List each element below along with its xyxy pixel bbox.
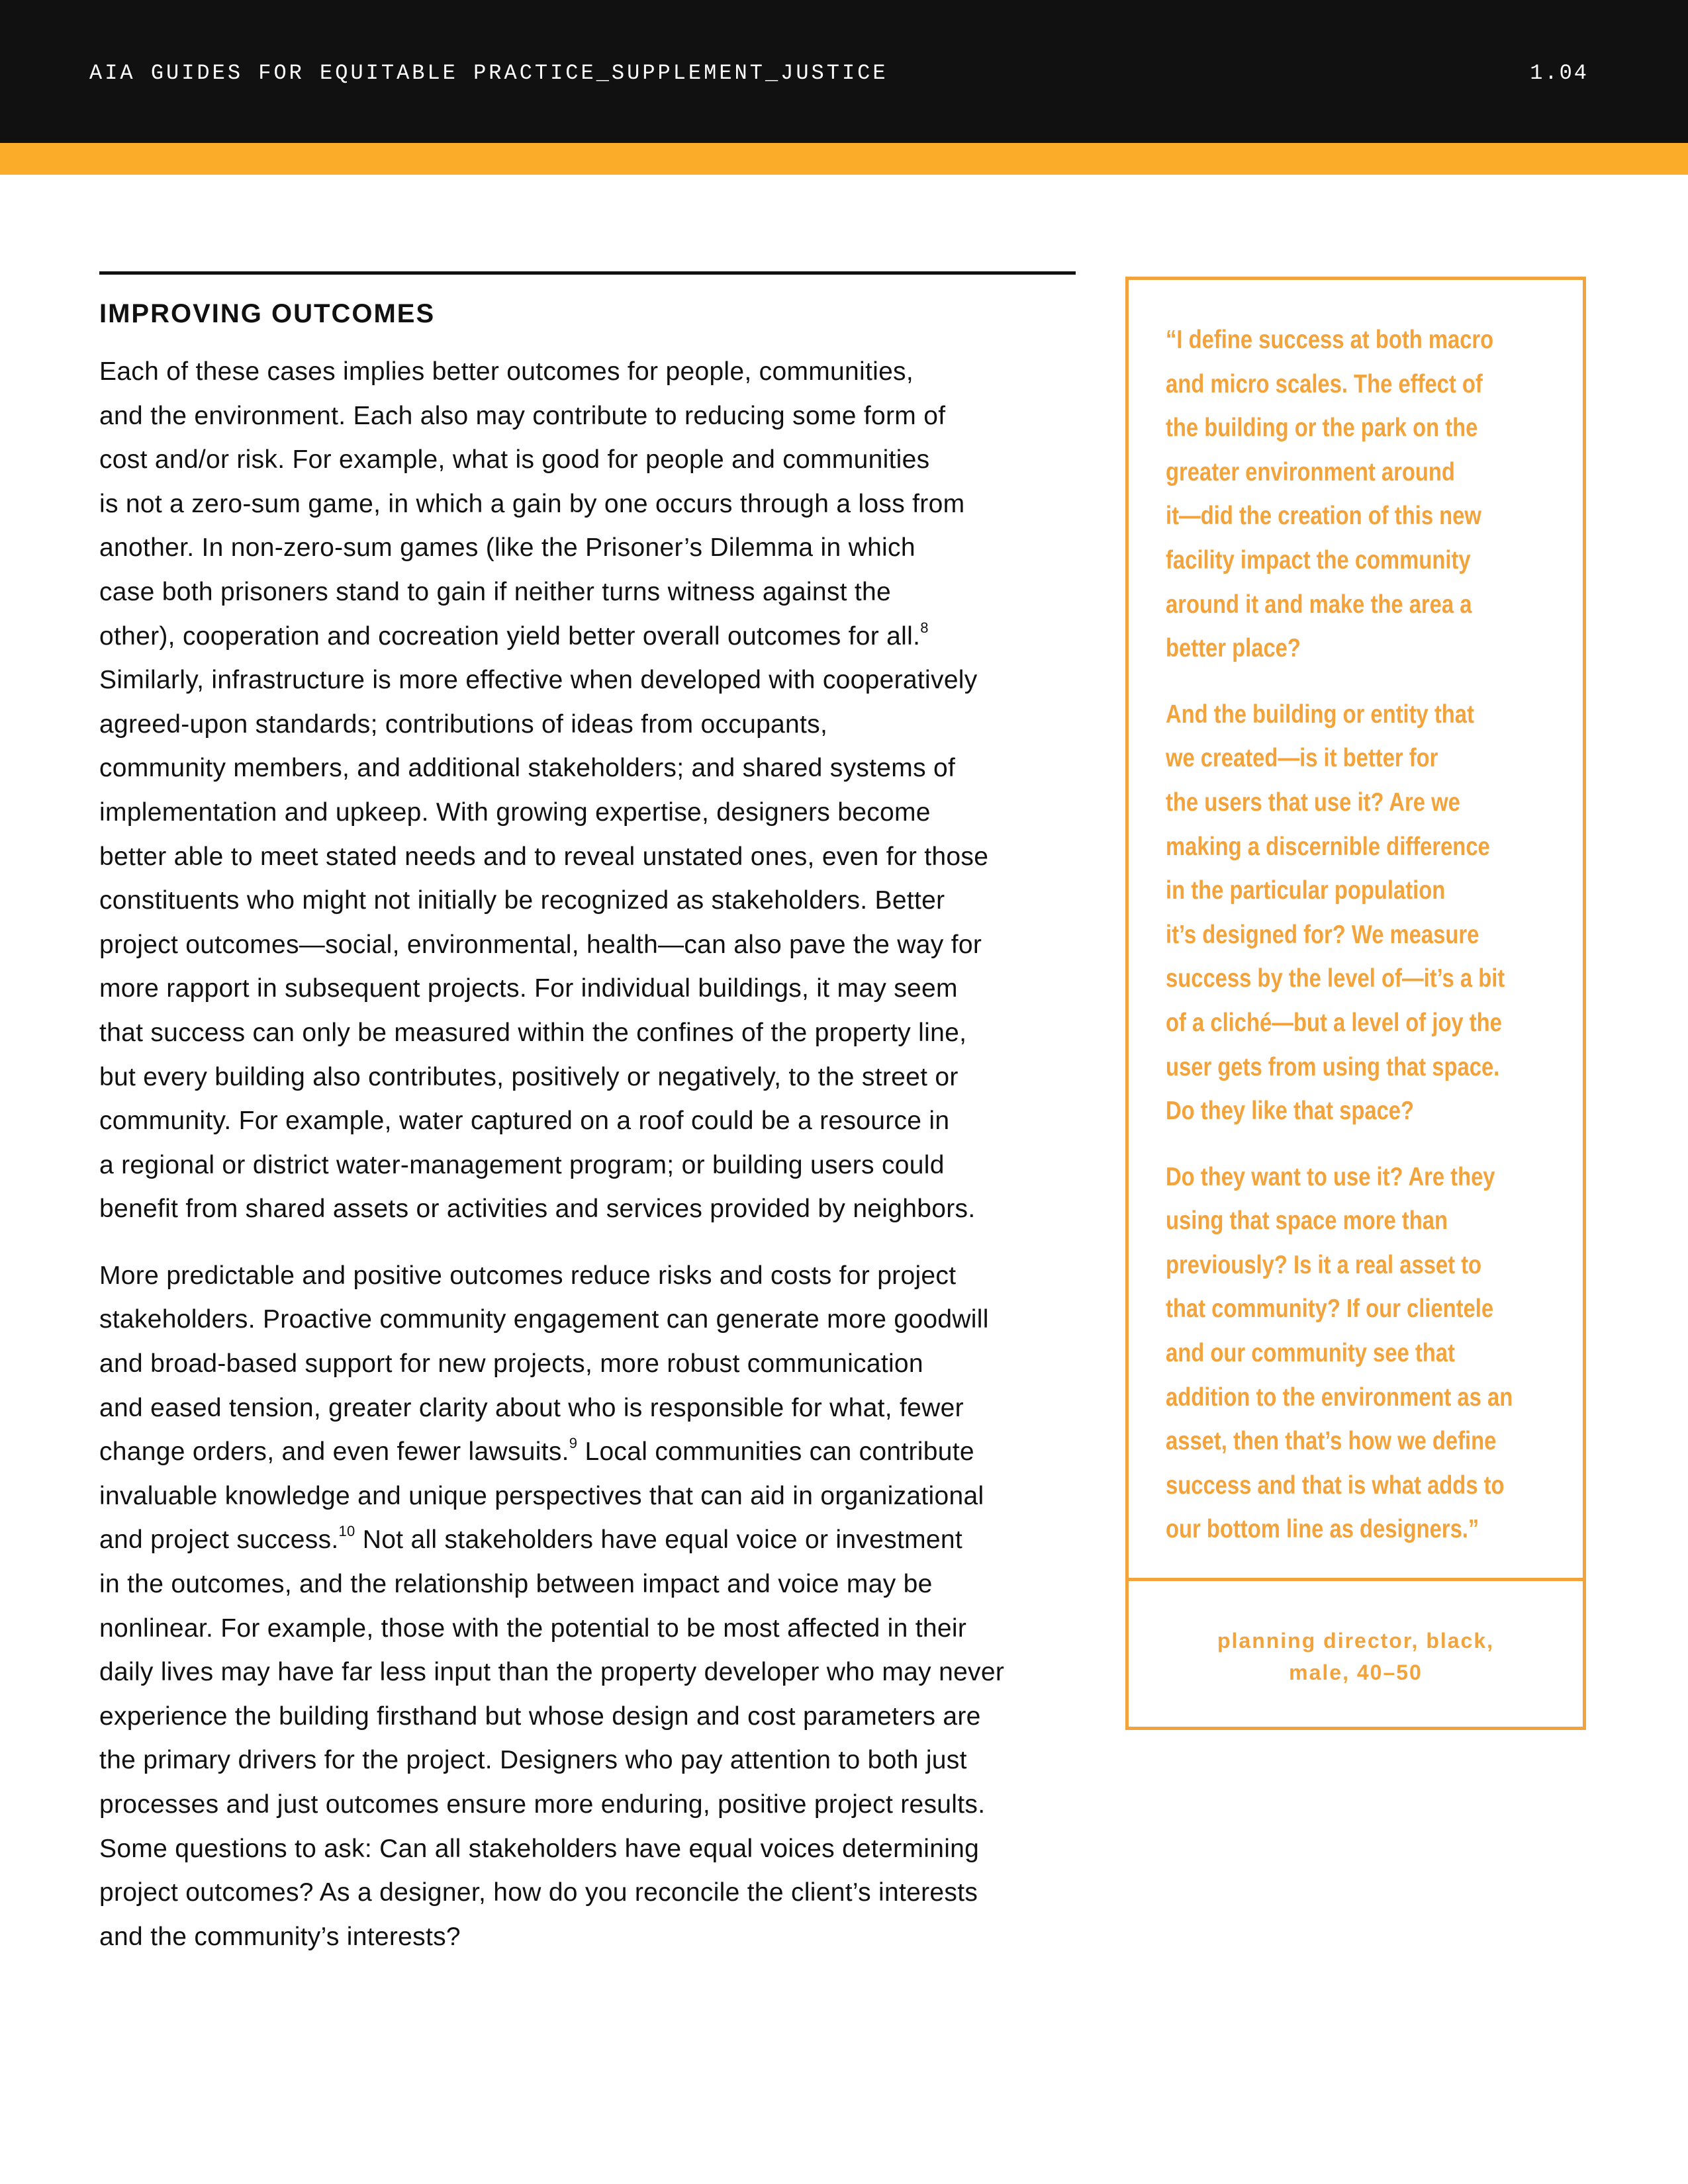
- pull-quote-line: using that space more than: [1166, 1206, 1448, 1236]
- body-line: [99, 438, 1076, 482]
- body-line: [99, 703, 1076, 747]
- pull-quote-line: And the building or entity that: [1166, 700, 1474, 729]
- footnote-reference: 8: [920, 619, 929, 636]
- pull-quote-line: Do they want to use it? Are they: [1166, 1162, 1495, 1191]
- body-line-continuation: Local communities can contribute: [577, 1437, 974, 1467]
- body-line: [99, 1099, 1076, 1144]
- body-line: [99, 1342, 1076, 1387]
- pull-quote-text: [1166, 318, 1589, 1552]
- pull-quote-line: in the particular population: [1166, 876, 1446, 905]
- pull-quote-line: “I define success at both macro: [1166, 326, 1494, 354]
- main-column: [99, 271, 1076, 1959]
- body-line: [99, 1518, 1076, 1563]
- body-line: [99, 1144, 1076, 1188]
- pull-quote-paragraph: [1166, 1156, 1589, 1552]
- body-line-text: and eased tension, greater clarity about who is responsible for what, fewer: [99, 1393, 964, 1422]
- pull-quote-line: addition to the environment as an: [1166, 1383, 1513, 1412]
- pull-quote-divider: [1129, 1578, 1583, 1581]
- body-line-text: that success can only be measured within the confines of the property line,: [99, 1018, 967, 1047]
- body-line: [99, 1739, 1076, 1783]
- body-line: [99, 526, 1076, 570]
- body-paragraph: [99, 350, 1076, 1232]
- running-head: AIA GUIDES FOR EQUITABLE PRACTICE_SUPPLEMENT_JUSTICE: [89, 61, 888, 85]
- pull-quote-paragraph: [1166, 318, 1589, 671]
- body-line-text: implementation and upkeep. With growing expertise, designers become: [99, 797, 931, 827]
- body-line-text: the primary drivers for the project. Designers who pay attention to both just: [99, 1746, 967, 1775]
- body-line: [99, 1651, 1076, 1695]
- body-line-text: a regional or district water-management program; or building users could: [99, 1150, 945, 1179]
- body-line-text: stakeholders. Proactive community engagement can generate more goodwill: [99, 1305, 989, 1334]
- body-line-text: daily lives may have far less input than the property developer who may never: [99, 1658, 1005, 1687]
- pull-quote-line: previously? Is it a real asset to: [1166, 1250, 1482, 1279]
- pull-quote-attribution: [1129, 1625, 1583, 1688]
- body-line-text: but every building also contributes, positively or negatively, to the street or: [99, 1062, 959, 1091]
- pull-quote-line: it’s designed for? We measure: [1166, 920, 1479, 949]
- section-heading: IMPROVING OUTCOMES: [99, 299, 436, 328]
- body-line-text: better able to meet stated needs and to reveal unstated ones, even for those: [99, 842, 989, 871]
- body-line-text: community. For example, water captured on a roof could be a resource in: [99, 1107, 950, 1136]
- body-line: [99, 1783, 1076, 1827]
- body-line-text: is not a zero-sum game, in which a gain by one occurs through a loss from: [99, 489, 965, 518]
- body-line: [99, 1298, 1076, 1342]
- body-line: [99, 1563, 1076, 1607]
- pull-quote-line: Do they like that space?: [1166, 1097, 1415, 1126]
- body-line: [99, 1056, 1076, 1100]
- body-line: [99, 835, 1076, 880]
- body-line: [99, 659, 1076, 703]
- pull-quote-line: success by the level of—it’s a bit: [1166, 964, 1505, 993]
- footnote-reference: 10: [338, 1523, 355, 1540]
- body-line: [99, 482, 1076, 527]
- body-line: [99, 1871, 1076, 1915]
- body-line: [99, 1430, 1076, 1475]
- pull-quote-line: around it and make the area a: [1166, 590, 1472, 619]
- body-line-text: Each of these cases implies better outcomes for people, communities,: [99, 357, 914, 386]
- pull-quote-line: better place?: [1166, 634, 1301, 663]
- body-line-text: More predictable and positive outcomes reduce risks and costs for project: [99, 1261, 957, 1290]
- body-line: [99, 1254, 1076, 1298]
- body-line: [99, 615, 1076, 659]
- body-line: [99, 923, 1076, 968]
- body-line-text: experience the building firsthand but whose design and cost parameters are: [99, 1702, 981, 1731]
- page-number: 1.04: [1530, 61, 1589, 85]
- body-line-text: invaluable knowledge and unique perspectives that can aid in organizational: [99, 1481, 984, 1510]
- body-line: [99, 1475, 1076, 1519]
- body-line-text: constituents who might not initially be recognized as stakeholders. Better: [99, 886, 945, 915]
- pull-quote-line: it—did the creation of this new: [1166, 502, 1481, 531]
- pull-quote-line: facility impact the community: [1166, 545, 1471, 574]
- footnote-reference: 9: [569, 1435, 578, 1452]
- body-line: [99, 1827, 1076, 1872]
- pull-quote-paragraph: [1166, 693, 1589, 1134]
- pull-quote-line: of a cliché—but a level of joy the: [1166, 1008, 1502, 1037]
- body-line-text: benefit from shared assets or activities and services provided by neighbors.: [99, 1195, 976, 1224]
- body-line-text: and project success.: [99, 1525, 339, 1555]
- body-line-text: project outcomes—social, environmental, health—can also pave the way for: [99, 930, 982, 959]
- body-line: [99, 1187, 1076, 1232]
- body-line-text: in the outcomes, and the relationship between impact and voice may be: [99, 1570, 933, 1599]
- body-line: [99, 1387, 1076, 1431]
- body-line: [99, 879, 1076, 923]
- body-line: [99, 1915, 1076, 1960]
- body-line: [99, 1607, 1076, 1651]
- body-line-text: agreed-upon standards; contributions of ideas from occupants,: [99, 709, 828, 739]
- body-line-text: and broad-based support for new projects, more robust communication: [99, 1349, 923, 1379]
- body-line-text: nonlinear. For example, those with the potential to be most affected in their: [99, 1614, 967, 1643]
- body-line-text: Some questions to ask: Can all stakeholders have equal voices determining: [99, 1834, 980, 1863]
- pull-quote-line: asset, then that’s how we define: [1166, 1427, 1497, 1456]
- pull-quote-line: the building or the park on the: [1166, 414, 1478, 443]
- pull-quote: [1125, 277, 1586, 1730]
- section-rule: [99, 271, 1076, 275]
- pull-quote-line: the users that use it? Are we: [1166, 788, 1460, 817]
- pull-quote-line: greater environment around: [1166, 457, 1455, 486]
- pull-quote-line: our bottom line as designers.”: [1166, 1515, 1479, 1544]
- body-line: [99, 791, 1076, 835]
- body-line-text: and the environment. Each also may contribute to reducing some form of: [99, 401, 946, 430]
- body-line: [99, 570, 1076, 615]
- body-line: [99, 1011, 1076, 1056]
- body-line: [99, 967, 1076, 1011]
- pull-quote-line: making a discernible difference: [1166, 832, 1490, 861]
- body-line-text: change orders, and even fewer lawsuits.: [99, 1437, 569, 1467]
- pull-quote-line: and micro scales. The effect of: [1166, 369, 1483, 398]
- body-line: [99, 394, 1076, 439]
- body-line-text: cost and/or risk. For example, what is good for people and communities: [99, 445, 930, 475]
- accent-bar: [0, 143, 1688, 175]
- attribution-line: planning director, black,: [1217, 1629, 1495, 1653]
- pull-quote-line: we created—is it better for: [1166, 744, 1438, 773]
- attribution-line: male, 40–50: [1289, 1661, 1423, 1684]
- body-line-text: and the community’s interests?: [99, 1922, 461, 1951]
- body-line-text: project outcomes? As a designer, how do you reconcile the client’s interests: [99, 1878, 978, 1907]
- body-line-text: case both prisoners stand to gain if neither turns witness against the: [99, 577, 892, 606]
- body-paragraph: [99, 1254, 1076, 1960]
- body-line-text: other), cooperation and cocreation yield better overall outcomes for all.: [99, 621, 921, 651]
- body-line-text: community members, and additional stakeholders; and shared systems of: [99, 754, 956, 783]
- body-line-text: another. In non-zero-sum games (like the Prisoner’s Dilemma in which: [99, 533, 915, 563]
- body-line: [99, 1695, 1076, 1739]
- pull-quote-line: that community? If our clientele: [1166, 1295, 1494, 1324]
- body-line: [99, 747, 1076, 791]
- header-bar: [0, 0, 1688, 143]
- pull-quote-line: success and that is what adds to: [1166, 1471, 1505, 1500]
- pull-quote-line: and our community see that: [1166, 1339, 1455, 1368]
- pull-quote-line: user gets from using that space.: [1166, 1052, 1500, 1081]
- body-line-continuation: Not all stakeholders have equal voice or investment: [355, 1525, 963, 1555]
- body-line-text: more rapport in subsequent projects. For individual buildings, it may seem: [99, 974, 958, 1003]
- body-line-text: Similarly, infrastructure is more effective when developed with cooperatively: [99, 666, 978, 695]
- body-line-text: processes and just outcomes ensure more enduring, positive project results.: [99, 1790, 986, 1819]
- body-line: [99, 350, 1076, 394]
